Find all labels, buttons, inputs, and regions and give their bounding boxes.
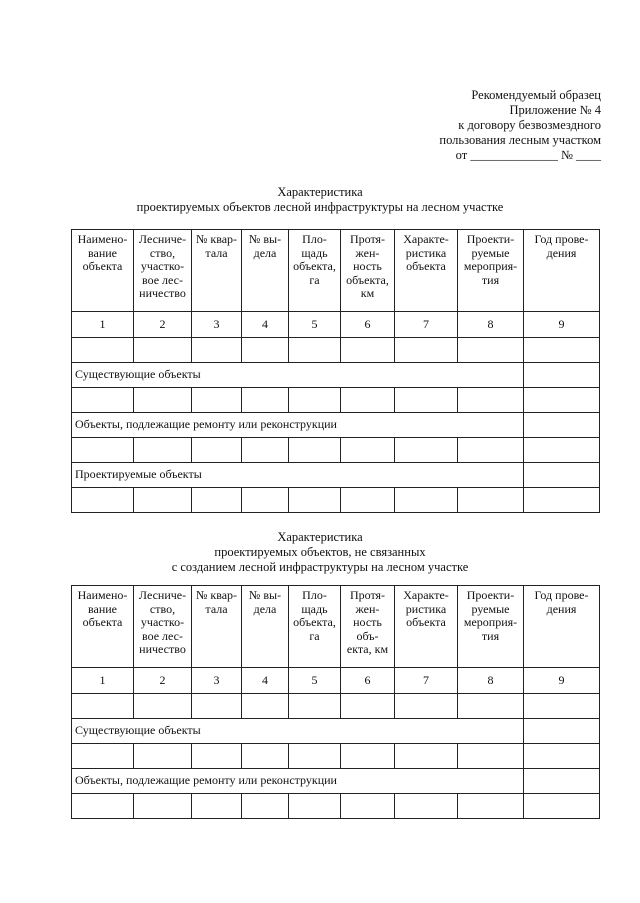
section-row [72, 719, 600, 744]
header-line: Рекомендуемый образец [471, 88, 601, 102]
column-number: 8 [458, 668, 524, 694]
column-number: 4 [242, 668, 289, 694]
table-row-empty [72, 438, 600, 463]
table-cell[interactable] [395, 744, 458, 769]
table-cell[interactable] [242, 694, 289, 719]
table-cell[interactable] [458, 438, 524, 463]
column-number: 5 [289, 668, 341, 694]
table2-title-line: с созданием лесной инфраструктуры на лесном участке [171, 560, 469, 574]
column-header: Год прове- дения [524, 586, 600, 668]
table-cell[interactable] [341, 438, 395, 463]
table-cell[interactable] [134, 338, 192, 363]
table-cell[interactable] [458, 794, 524, 819]
table-cell[interactable] [524, 388, 600, 413]
column-number: 5 [289, 312, 341, 338]
table-cell[interactable] [524, 694, 600, 719]
column-header: № вы- дела [242, 586, 289, 668]
column-number: 4 [242, 312, 289, 338]
table-cell[interactable] [524, 769, 600, 794]
column-number: 3 [192, 668, 242, 694]
table-cell[interactable] [395, 794, 458, 819]
table-cell[interactable] [72, 388, 134, 413]
column-number: 2 [134, 668, 192, 694]
table-cell[interactable] [524, 363, 600, 388]
table-row-empty [72, 388, 600, 413]
column-header: Пло- щадь объекта, га [289, 586, 341, 668]
column-number: 6 [341, 668, 395, 694]
table-cell[interactable] [289, 438, 341, 463]
column-header: Протя- жен- ность объ- екта, км [341, 586, 395, 668]
table-cell[interactable] [289, 744, 341, 769]
table-cell[interactable] [134, 488, 192, 513]
table-cell[interactable] [458, 744, 524, 769]
table-cell[interactable] [72, 438, 134, 463]
table-cell[interactable] [72, 694, 134, 719]
table-cell[interactable] [524, 413, 600, 438]
section-row [72, 413, 600, 438]
header-line: к договору безвозмездного [458, 118, 601, 132]
column-header: Проекти- руемые мероприя- тия [458, 230, 524, 312]
table-cell[interactable] [192, 794, 242, 819]
column-header: Пло- щадь объекта, га [289, 230, 341, 312]
table-cell[interactable] [395, 694, 458, 719]
table-cell[interactable] [134, 388, 192, 413]
column-header: № квар- тала [192, 230, 242, 312]
table-cell[interactable] [395, 338, 458, 363]
table1 [71, 229, 600, 513]
table-cell[interactable] [341, 744, 395, 769]
table-cell[interactable] [458, 388, 524, 413]
table-cell[interactable] [242, 338, 289, 363]
table-cell[interactable] [72, 794, 134, 819]
column-number: 1 [72, 668, 134, 694]
column-number: 3 [192, 312, 242, 338]
column-header: Проекти- руемые мероприя- тия [458, 586, 524, 668]
column-header: Лесниче- ство, участко- вое лес- ничество [134, 230, 192, 312]
table-cell[interactable] [72, 338, 134, 363]
table-cell[interactable] [289, 388, 341, 413]
table-cell[interactable] [72, 488, 134, 513]
column-header: Лесниче- ство, участко- вое лес- ничество [134, 586, 192, 668]
column-header: Наимено- вание объекта [72, 586, 134, 668]
column-header: Характе- ристика объекта [395, 230, 458, 312]
column-number: 1 [72, 312, 134, 338]
section-label: Проектируемые объекты [72, 463, 524, 488]
table1-title-line: Характеристика [277, 185, 363, 199]
table-cell[interactable] [289, 794, 341, 819]
column-header: Наимено- вание объекта [72, 230, 134, 312]
table-cell[interactable] [192, 438, 242, 463]
table-cell[interactable] [192, 488, 242, 513]
column-number: 9 [524, 668, 600, 694]
table1-header-row [72, 230, 600, 312]
column-number: 7 [395, 668, 458, 694]
table-cell[interactable] [524, 338, 600, 363]
table1-title [0, 185, 640, 215]
table-cell[interactable] [458, 338, 524, 363]
table-cell[interactable] [341, 694, 395, 719]
table-row-empty [72, 488, 600, 513]
table-cell[interactable] [242, 794, 289, 819]
table-cell[interactable] [242, 744, 289, 769]
table-cell[interactable] [289, 488, 341, 513]
table-cell[interactable] [242, 388, 289, 413]
table-cell[interactable] [192, 388, 242, 413]
section-label: Объекты, подлежащие ремонту или реконструкции [72, 413, 524, 438]
table-cell[interactable] [341, 488, 395, 513]
header-line: от ______________ № ____ [455, 148, 601, 162]
table-cell[interactable] [289, 694, 341, 719]
table-cell[interactable] [134, 744, 192, 769]
column-header: № квар- тала [192, 586, 242, 668]
table-cell[interactable] [395, 388, 458, 413]
table2-title-line: проектируемых объектов, не связанных [214, 545, 426, 559]
table-row-empty [72, 338, 600, 363]
section-row [72, 769, 600, 794]
table-cell[interactable] [524, 488, 600, 513]
table-cell[interactable] [524, 463, 600, 488]
column-header: № вы- дела [242, 230, 289, 312]
table-cell[interactable] [72, 744, 134, 769]
table-row-empty [72, 794, 600, 819]
table-cell[interactable] [395, 488, 458, 513]
column-header: Характе- ристика объекта [395, 586, 458, 668]
column-number: 2 [134, 312, 192, 338]
table-cell[interactable] [134, 694, 192, 719]
table-cell[interactable] [192, 338, 242, 363]
table-cell[interactable] [192, 744, 242, 769]
table-cell[interactable] [341, 794, 395, 819]
appendix-header [439, 88, 601, 163]
header-line: пользования лесным участком [439, 133, 601, 147]
table-cell[interactable] [524, 794, 600, 819]
table-cell[interactable] [242, 488, 289, 513]
column-header: Протя- жен- ность объекта, км [341, 230, 395, 312]
section-label: Существующие объекты [72, 363, 524, 388]
table-cell[interactable] [524, 719, 600, 744]
table1-title-line: проектируемых объектов лесной инфраструктуры на лесном участке [136, 200, 504, 214]
table2 [71, 585, 600, 819]
table-cell[interactable] [134, 438, 192, 463]
table-cell[interactable] [458, 488, 524, 513]
table-cell[interactable] [524, 438, 600, 463]
table2-title [0, 530, 640, 575]
column-number: 7 [395, 312, 458, 338]
section-label: Объекты, подлежащие ремонту или реконструкции [72, 769, 524, 794]
table-cell[interactable] [395, 438, 458, 463]
column-number: 9 [524, 312, 600, 338]
table-cell[interactable] [341, 338, 395, 363]
table-row-empty [72, 694, 600, 719]
table-cell[interactable] [134, 794, 192, 819]
table1-number-row [72, 312, 600, 338]
section-label: Существующие объекты [72, 719, 524, 744]
table-cell[interactable] [192, 694, 242, 719]
column-number: 8 [458, 312, 524, 338]
table-row-empty [72, 744, 600, 769]
section-row [72, 463, 600, 488]
table2-number-row [72, 668, 600, 694]
column-number: 6 [341, 312, 395, 338]
table-cell[interactable] [458, 694, 524, 719]
table-cell[interactable] [524, 744, 600, 769]
table2-title-line: Характеристика [277, 530, 363, 544]
table-cell[interactable] [341, 388, 395, 413]
table-cell[interactable] [242, 438, 289, 463]
table-cell[interactable] [289, 338, 341, 363]
section-row [72, 363, 600, 388]
table2-header-row [72, 586, 600, 668]
header-line: Приложение № 4 [509, 103, 601, 117]
column-header: Год прове- дения [524, 230, 600, 312]
